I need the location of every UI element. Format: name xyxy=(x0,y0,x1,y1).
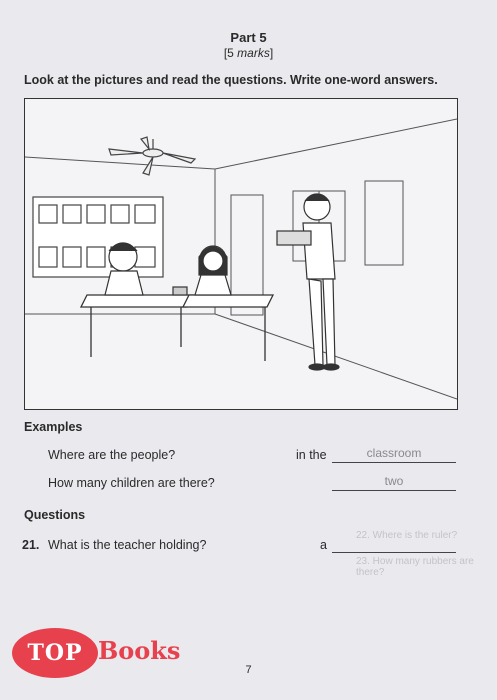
classroom-illustration xyxy=(24,98,458,410)
examples-heading: Examples xyxy=(24,420,83,434)
example-answer-1: classroom xyxy=(332,446,456,463)
showthrough-text-2: 23. How many rubbers are there? xyxy=(356,556,474,578)
question-21-prefix: a xyxy=(320,538,327,552)
example-answer-2: two xyxy=(332,474,456,491)
example-question-2: How many children are there? xyxy=(48,476,215,490)
showthrough-text-1: 22. Where is the ruler? xyxy=(356,530,458,541)
logo-wordmark: Books xyxy=(98,636,181,665)
questions-heading: Questions xyxy=(24,508,86,522)
logo-badge: TOP xyxy=(12,628,98,678)
instruction-text: Look at the pictures and read the questions. Write one-word answers. xyxy=(24,73,438,87)
example-question-1: Where are the people? xyxy=(48,448,176,462)
page-number: 7 xyxy=(245,664,252,676)
topbooks-logo xyxy=(12,628,202,678)
classroom-drawing xyxy=(25,99,457,409)
example-prefix-1: in the xyxy=(296,448,327,462)
question-21-number: 21. xyxy=(22,538,40,552)
part-title: Part 5 xyxy=(230,30,267,45)
part-marks: [5 marks] xyxy=(223,46,274,60)
question-21-text: What is the teacher holding? xyxy=(48,538,207,552)
